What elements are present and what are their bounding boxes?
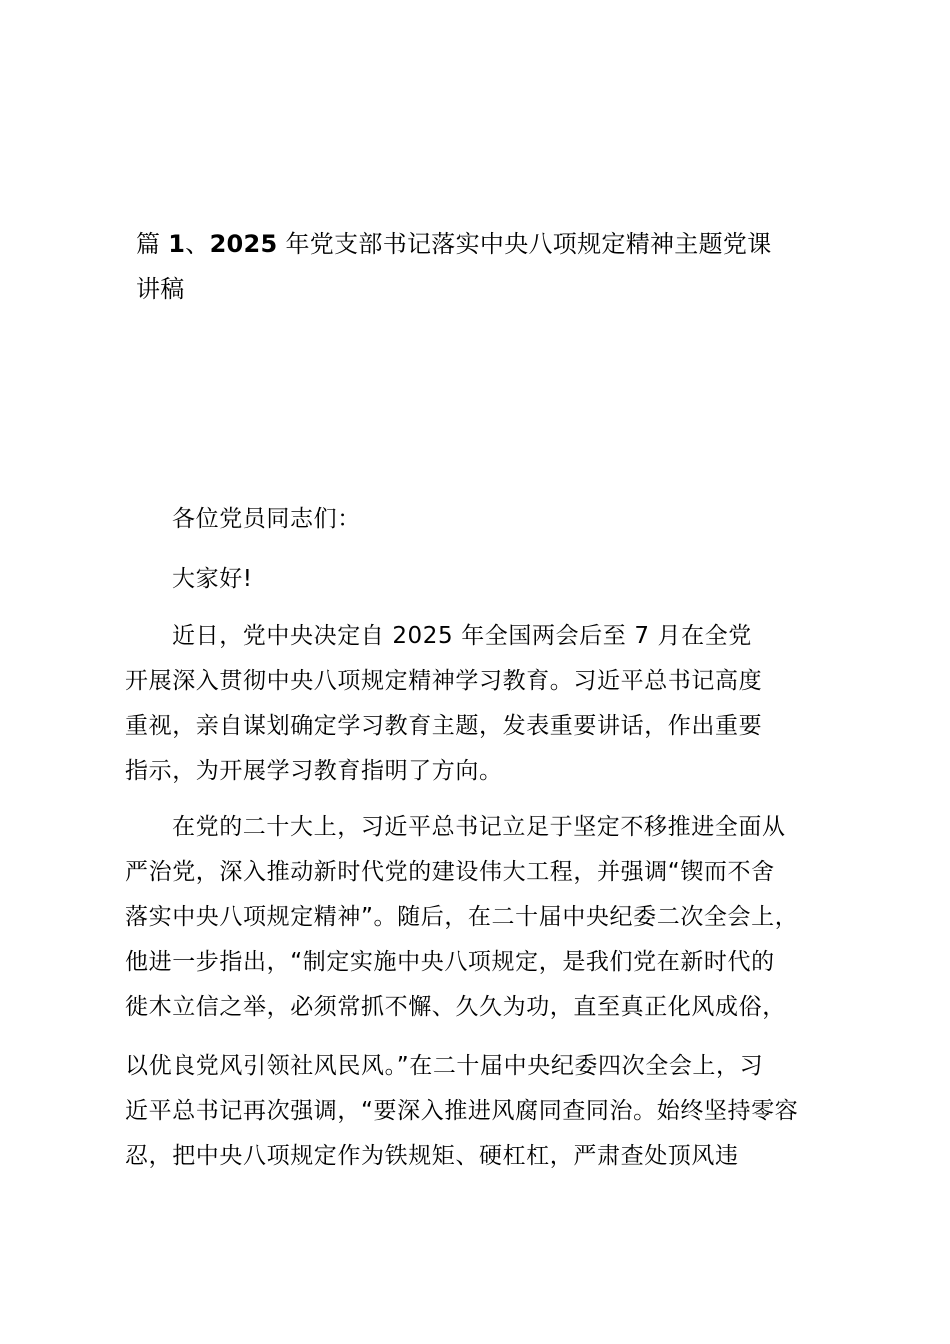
paragraph-1-line-3: 重视，亲自谋划确定学习教育主题，发表重要讲话，作出重要 (125, 713, 763, 739)
paragraph-2-line-8: 忍，把中央八项规定作为铁规矩、硬杠杠，严肃查处顶风违 (125, 1143, 739, 1169)
paragraph-2-line-5: 徙木立信之举，必须常抓不懈、久久为功，直至真正化风成俗， (125, 994, 786, 1020)
paragraph-2-line-7: 近平总书记再次强调，“要深入推进风腐同查同治。始终坚持零容 (125, 1098, 799, 1124)
p1-text-e: 月在全党 (657, 623, 752, 649)
paragraph-2-line-4: 他进一步指出，“制定实施中央八项规定，是我们党在新时代的 (125, 949, 775, 975)
p1-month: 7 (634, 623, 650, 649)
title-year: 2025 (209, 230, 278, 258)
title-prefix: 篇 (136, 230, 161, 258)
paragraph-1-line-4: 指示，为开展学习教育指明了方向。 (125, 758, 503, 784)
title-number: 1 (168, 230, 186, 258)
p1-text-a: 近日，党中央决定自 (172, 623, 385, 649)
title-text: 年党支部书记落实中央八项规定精神主题党课 (285, 230, 772, 258)
paragraph-2-line-2: 严治党，深入推动新时代党的建设伟大工程，并强调“锲而不舍 (125, 859, 775, 885)
document-title-line-1 (136, 228, 772, 260)
p1-text-c: 年全国两会后至 (461, 623, 627, 649)
title-separator: 、 (185, 230, 210, 258)
paragraph-1-line-1 (172, 620, 752, 652)
greeting: 大家好! (172, 566, 253, 592)
paragraph-1-line-2: 开展深入贯彻中央八项规定精神学习教育。习近平总书记高度 (125, 668, 763, 694)
title-text-continued: 讲稿 (136, 275, 185, 303)
paragraph-2-line-3: 落实中央八项规定精神”。随后，在二十届中央纪委二次全会上， (125, 904, 799, 930)
salutation: 各位党员同志们： (172, 506, 361, 532)
paragraph-2-line-6: 以优良党风引领社风民风。”在二十届中央纪委四次全会上，习 (125, 1053, 764, 1079)
paragraph-2-line-1: 在党的二十大上，习近平总书记立足于坚定不移推进全面从 (172, 814, 786, 840)
document-title-line-2 (136, 273, 185, 305)
p1-year: 2025 (392, 623, 454, 649)
